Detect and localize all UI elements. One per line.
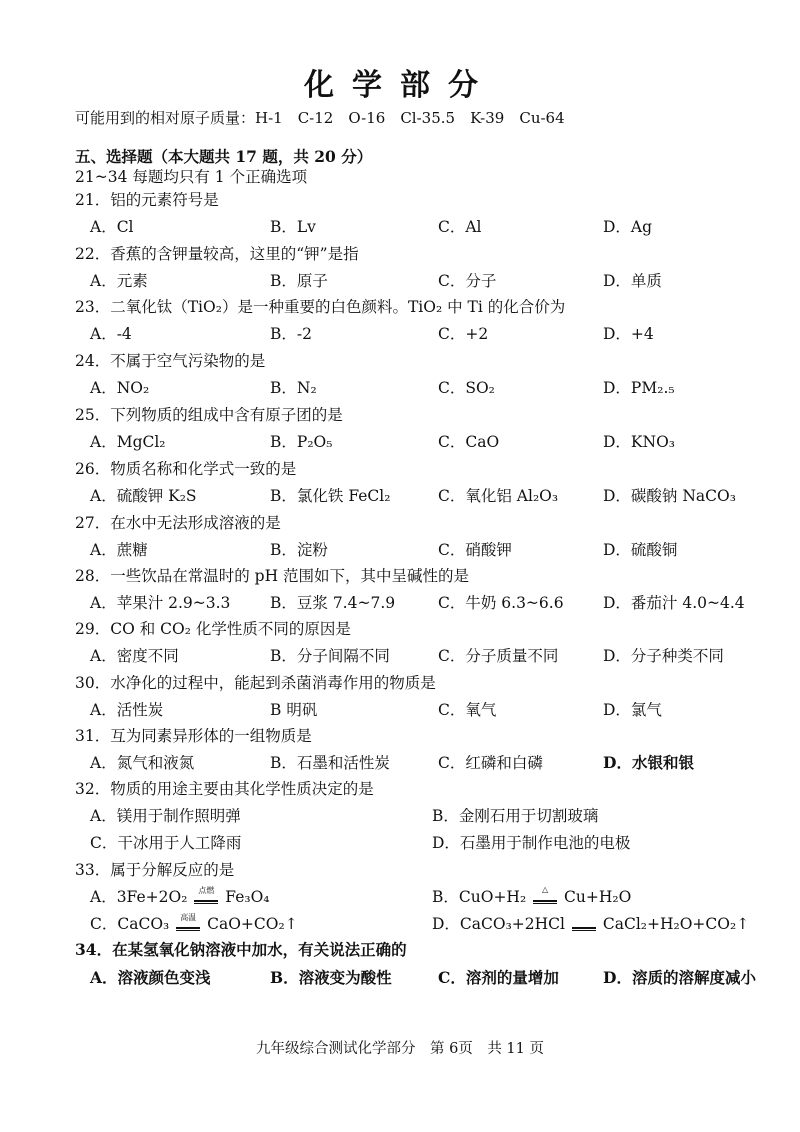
page-footer: 九年级综合测试化学部分 第 6页 共 11 页 <box>255 1041 544 1057</box>
option-b-reactants: B．CuO+H₂ <box>432 888 527 906</box>
option-b: B．P₂O₅ <box>270 433 333 451</box>
option-c: C．牛奶 6.3~6.6 <box>438 594 564 612</box>
option-c-products: CaO+CO₂↑ <box>207 915 298 933</box>
option-a-reactants: A．3Fe+2O₂ <box>90 888 188 906</box>
options-28 <box>0 591 800 613</box>
option-d: D．单质 <box>603 272 662 290</box>
question-21: 21．铝的元素符号是 <box>75 191 219 209</box>
option-d: D．碳酸钠 NaCO₃ <box>603 487 736 505</box>
option-b: B．Lv <box>270 218 316 236</box>
option-a: A．-4 <box>90 325 132 343</box>
option-a: A．NO₂ <box>90 379 150 397</box>
option-d: D．石墨用于制作电池的电极 <box>432 834 631 852</box>
option-a <box>90 885 270 907</box>
condition-label: △ <box>542 885 549 894</box>
options-33-row2 <box>0 912 800 934</box>
question-32: 32．物质的用途主要由其化学性质决定的是 <box>75 780 374 798</box>
option-c: C．SO₂ <box>438 379 495 397</box>
option-d: D．水银和银 <box>603 753 694 772</box>
option-d: D．Ag <box>603 218 653 236</box>
option-d: D．番茄汁 4.0~4.4 <box>603 594 745 612</box>
options-31 <box>0 751 800 773</box>
question-23: 23．二氧化钛（TiO₂）是一种重要的白色颜料。TiO₂ 中 Ti 的化合价为 <box>75 298 566 316</box>
option-b: B．溶液变为酸性 <box>270 968 392 987</box>
equals-sign-icon <box>570 918 598 932</box>
option-d: D．PM₂.₅ <box>603 379 675 397</box>
option-b: B．豆浆 7.4~7.9 <box>270 594 396 612</box>
option-c: C．氧化铝 Al₂O₃ <box>438 487 559 505</box>
option-d: D．+4 <box>603 325 654 343</box>
question-33: 33．属于分解反应的是 <box>75 861 235 879</box>
question-25: 25．下列物质的组成中含有原子团的是 <box>75 406 343 424</box>
option-a: A．密度不同 <box>90 647 179 665</box>
question-27: 27．在水中无法形成溶液的是 <box>75 514 281 532</box>
options-21 <box>0 215 800 237</box>
options-26 <box>0 484 800 506</box>
question-31: 31．互为同素异形体的一组物质是 <box>75 727 312 745</box>
option-b: B．N₂ <box>270 379 317 397</box>
option-a: A．元素 <box>90 272 148 290</box>
option-b: B．-2 <box>270 325 312 343</box>
option-a: A．硫酸钾 K₂S <box>90 487 197 505</box>
question-30: 30．水净化的过程中，能起到杀菌消毒作用的物质是 <box>75 674 436 692</box>
option-c: C．红磷和白磷 <box>438 754 543 772</box>
question-29: 29．CO 和 CO₂ 化学性质不同的原因是 <box>75 620 351 638</box>
section-note: 21~34 每题均只有 1 个正确选项 <box>75 168 308 186</box>
reaction-arrow-icon <box>174 913 202 932</box>
options-27 <box>0 538 800 560</box>
option-a: A．溶液颜色变浅 <box>90 968 211 987</box>
question-24: 24．不属于空气污染物的是 <box>75 352 266 370</box>
option-d: D．氯气 <box>603 701 662 719</box>
option-c: C．+2 <box>438 325 489 343</box>
option-c: C．分子质量不同 <box>438 647 559 665</box>
options-22 <box>0 269 800 291</box>
option-c: C．干冰用于人工降雨 <box>90 834 242 852</box>
option-a: A．MgCl₂ <box>90 433 166 451</box>
option-a: A．氮气和液氮 <box>90 754 195 772</box>
option-d: D．硫酸铜 <box>603 541 678 559</box>
option-a: A．镁用于制作照明弹 <box>90 807 241 825</box>
question-22: 22．香蕉的含钾量较高，这里的“钾”是指 <box>75 245 359 263</box>
option-b: B．金刚石用于切割玻璃 <box>432 807 599 825</box>
options-23 <box>0 322 800 344</box>
option-c: C．CaO <box>438 433 500 451</box>
option-a-products: Fe₃O₄ <box>225 888 270 906</box>
option-d: D．分子种类不同 <box>603 647 724 665</box>
condition-label: 点燃 <box>198 886 215 895</box>
condition-label: 高温 <box>180 913 197 922</box>
question-26: 26．物质名称和化学式一致的是 <box>75 460 297 478</box>
option-a: A．蔗糖 <box>90 541 148 559</box>
option-c-reactants: C．CaCO₃ <box>90 915 170 933</box>
options-30 <box>0 698 800 720</box>
option-c <box>90 912 298 934</box>
section-header: 五、选择题（本大题共 17 题，共 20 分） <box>75 147 373 166</box>
options-25 <box>0 430 800 452</box>
option-b <box>432 885 631 907</box>
option-d: D．溶质的溶解度减小 <box>603 968 756 987</box>
option-b: B．分子间隔不同 <box>270 647 390 665</box>
option-b: B．原子 <box>270 272 328 290</box>
options-32-row2 <box>0 831 800 853</box>
option-c: C．分子 <box>438 272 497 290</box>
option-b: B．石墨和活性炭 <box>270 754 390 772</box>
option-a: A．Cl <box>90 218 134 236</box>
options-29 <box>0 644 800 666</box>
option-a: A．活性炭 <box>90 701 164 719</box>
option-a: A．苹果汁 2.9~3.3 <box>90 594 231 612</box>
option-c: C．硝酸钾 <box>438 541 512 559</box>
question-34: 34．在某氢氧化钠溶液中加水，有关说法正确的 <box>75 940 407 959</box>
question-28: 28．一些饮品在常温时的 pH 范围如下，其中呈碱性的是 <box>75 567 470 585</box>
options-24 <box>0 376 800 398</box>
options-32-row1 <box>0 804 800 826</box>
option-c: C．Al <box>438 218 482 236</box>
option-b-products: Cu+H₂O <box>564 888 632 906</box>
option-c: C．氧气 <box>438 701 497 719</box>
option-b: B 明矾 <box>270 701 318 719</box>
options-33-row1 <box>0 885 800 907</box>
option-c: C．溶剂的量增加 <box>438 968 559 987</box>
reaction-arrow-icon <box>531 885 559 905</box>
options-34 <box>0 966 800 988</box>
page-title: 化学部分 <box>304 68 496 103</box>
atomic-masses: 可能用到的相对原子质量：H-1 C-12 O-16 Cl-35.5 K-39 Cu-64 <box>75 109 565 127</box>
option-b: B．氯化铁 FeCl₂ <box>270 487 391 505</box>
option-d <box>432 912 749 934</box>
reaction-arrow-icon <box>192 886 220 905</box>
option-d: D．KNO₃ <box>603 433 675 451</box>
option-d-reactants: D．CaCO₃+2HCl <box>432 915 565 933</box>
option-d-products: CaCl₂+H₂O+CO₂↑ <box>602 915 750 933</box>
option-b: B．淀粉 <box>270 541 328 559</box>
